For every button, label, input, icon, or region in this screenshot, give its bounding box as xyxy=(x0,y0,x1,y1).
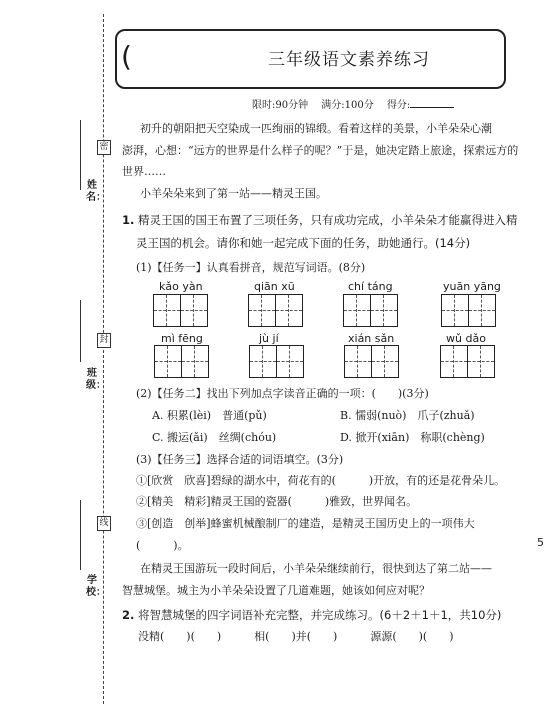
school-blank-line xyxy=(80,500,81,570)
score-blank[interactable] xyxy=(410,98,454,108)
writing-grid-5[interactable] xyxy=(154,345,209,378)
writing-grid-2[interactable] xyxy=(248,294,303,327)
seal-mark-top: 密 xyxy=(97,140,111,155)
full-score: 满分:100分 xyxy=(321,100,374,111)
writing-grid-3[interactable] xyxy=(343,294,398,327)
task-3-label: (3)【任务三】选择合适的词语填空。(3分) xyxy=(136,453,344,466)
task-2-label: (2)【任务二】找出下列加点字读音正确的一项：( )(3分) xyxy=(136,387,429,400)
task-3-item-3-blank[interactable]: ( )。 xyxy=(136,539,189,552)
seal-mark-bottom: 线 xyxy=(97,516,111,531)
question-2-blanks[interactable]: 没精( )( ) 相( )并( ) 源源( )( ) xyxy=(138,630,454,643)
question-1-number: 1. xyxy=(122,213,135,227)
writing-grid-8[interactable] xyxy=(440,345,495,378)
title-paren: ( xyxy=(121,40,132,73)
writing-grid-4[interactable] xyxy=(441,294,496,327)
pinyin-2: qiān xū xyxy=(254,280,295,293)
task-2-option-b[interactable]: B. 懦弱(nuò) 爪子(zhuǎ) xyxy=(340,409,475,422)
pinyin-5: mì fēng xyxy=(161,332,203,345)
task-3-item-2[interactable]: ②[精美 精彩]精灵王国的瓷器( )雅致，世界闻名。 xyxy=(136,495,418,508)
task-2-option-a[interactable]: A. 积累(lèi) 普通(pǔ) xyxy=(152,409,267,422)
pinyin-7: xián sǎn xyxy=(348,332,395,345)
question-1-stem-1: 精灵王国的国王布置了三项任务，只有成功完成，小羊朵朵才能赢得进入精 xyxy=(138,213,518,227)
task-2-option-c[interactable]: C. 搬运(ǎi) 丝绸(chóu) xyxy=(152,431,277,444)
task-1-label: (1)【任务一】认真看拼音，规范写词语。(8分) xyxy=(136,261,366,274)
writing-grid-6[interactable] xyxy=(249,345,304,378)
exam-meta xyxy=(252,96,454,111)
page-number: 5 xyxy=(537,536,544,549)
intro-line-3: 世界…… xyxy=(122,165,166,178)
pinyin-1: kǎo yàn xyxy=(159,280,203,293)
class-label: 班级： xyxy=(86,368,106,391)
pinyin-6: jù jí xyxy=(259,332,279,345)
intro-line-2: 澎湃，心想：“远方的世界是什么样子的呢？”于是，她决定踏上旅途，探索远方的 xyxy=(122,144,519,157)
bridge-line-1: 在精灵王国游玩一段时间后，小羊朵朵继续前行，很快到达了第二站—— xyxy=(140,562,492,575)
seal-mark-middle: 封 xyxy=(97,333,111,348)
school-label: 学校： xyxy=(86,575,106,598)
question-2-number: 2. xyxy=(122,608,135,622)
time-limit: 限时:90分钟 xyxy=(252,100,309,111)
page-title: 三年级语文素养练习 xyxy=(268,50,430,70)
name-blank-line xyxy=(80,120,81,190)
binding-dashed-line xyxy=(103,14,104,704)
pinyin-4: yuān yāng xyxy=(443,280,501,293)
question-2-stem: 将智慧城堡的四字词语补充完整，并完成练习。(6＋2＋1＋1，共10分) xyxy=(138,608,502,622)
pinyin-3: chí táng xyxy=(348,280,393,293)
class-blank-line xyxy=(80,300,81,362)
question-2-line-1 xyxy=(122,607,501,623)
writing-grid-7[interactable] xyxy=(344,345,399,378)
score-label: 得分: xyxy=(386,100,411,111)
bridge-line-2: 智慧城堡。城主为小羊朵朵设置了几道难题，她该如何应对呢？ xyxy=(122,584,430,597)
intro-line-1: 初升的朝阳把天空染成一匹绚丽的锦缎。看着这样的美景，小羊朵朵心潮 xyxy=(140,122,492,135)
name-label: 姓名： xyxy=(86,180,106,203)
question-1-stem-2: 灵王国的机会。请你和她一起完成下面的任务，助她通行。(14分) xyxy=(136,236,471,250)
task-2-option-d[interactable]: D. 掀开(xiān) 称职(chèng) xyxy=(340,431,485,444)
task-3-item-1[interactable]: ①[欣赏 欣喜]碧绿的湖水中，荷花有的( )开放，有的还是花骨朵儿。 xyxy=(136,474,506,487)
question-1-line-1 xyxy=(122,212,518,228)
pinyin-8: wǔ dǎo xyxy=(446,332,486,345)
task-3-item-3[interactable]: ③[创造 创举]蜂蜜机械酿制厂的建造，是精灵王国历史上的一项伟大 xyxy=(136,517,475,530)
intro-line-4: 小羊朵朵来到了第一站——精灵王国。 xyxy=(140,187,327,200)
writing-grid-1[interactable] xyxy=(153,294,208,327)
